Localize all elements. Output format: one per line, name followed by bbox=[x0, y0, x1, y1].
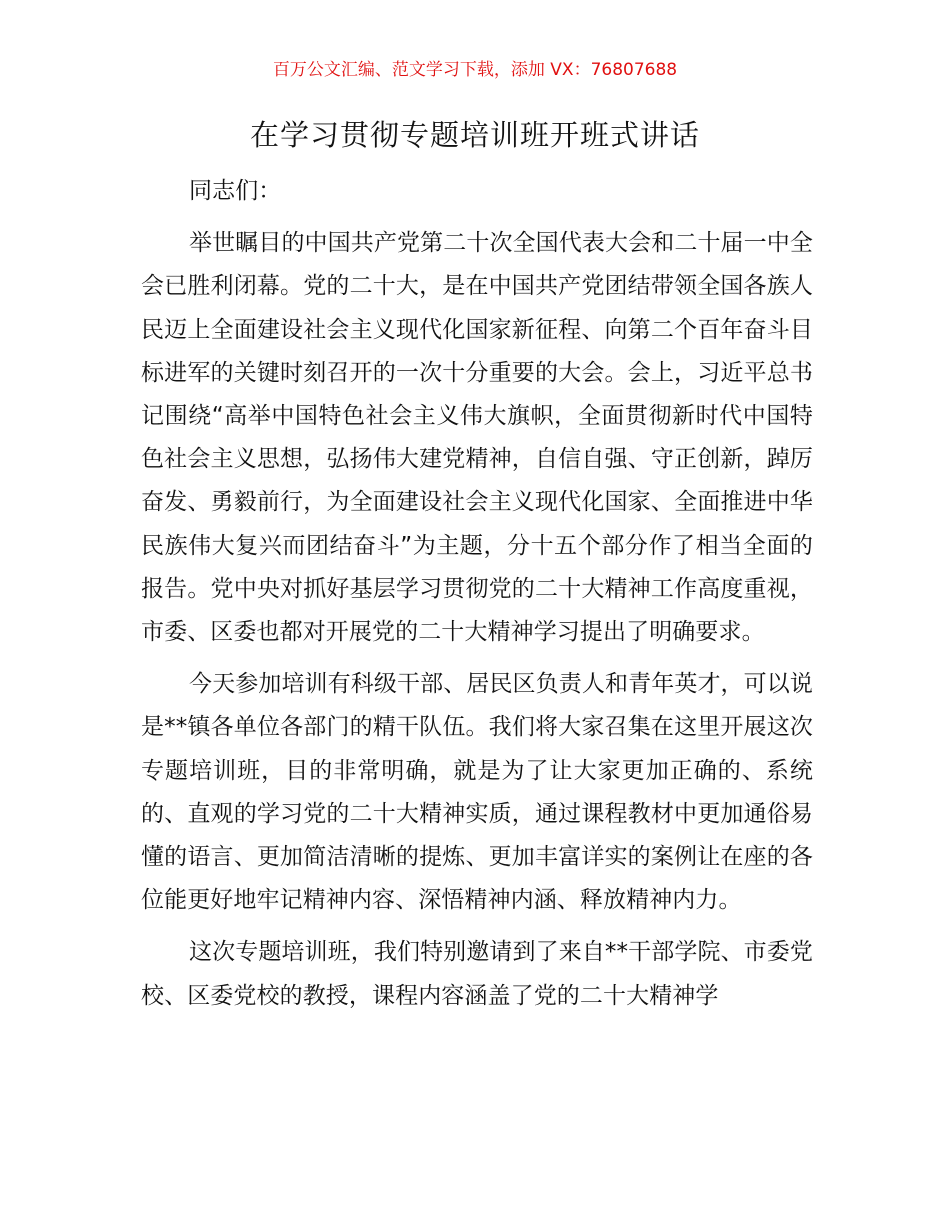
paragraph: 这次专题培训班，我们特别邀请到了来自**干部学院、市委党校、区委党校的教授，课程内容涵盖了党的二十大精神学 bbox=[141, 939, 813, 1009]
paragraph: 今天参加培训有科级干部、居民区负责人和青年英才，可以说是**镇各单位各部门的精干队伍。我们将大家召集在这里开展这次专题培训班，目的非常明确，就是为了让大家更加正确的、系统的、直观的学习党的二十大精神实质，通过课程教材中更加通俗易懂的语言、更加简洁清晰的提炼、更加丰富详实的案例让在座的各位能更好地牢记精神内容、深悟精神内涵、释放精神内力。 bbox=[141, 671, 813, 914]
document-body bbox=[141, 170, 813, 1027]
salutation: 同志们： bbox=[189, 178, 282, 204]
header-promo-note: 百万公文汇编、范文学习下载，添加 VX：76807688 bbox=[272, 60, 678, 80]
document-title: 在学习贯彻专题培训班开班式讲话 bbox=[249, 118, 700, 152]
paragraph: 举世瞩目的中国共产党第二十次全国代表大会和二十届一中全会已胜利闭幕。党的二十大，是在中国共产党团结带领全国各族人民迈上全面建设社会主义现代化国家新征程、向第二个百年奋斗目标进军的关键时刻召开的一次十分重要的大会。会上，习近平总书记围绕“高举中国特色社会主义伟大旗帜，全面贯彻新时代中国特色社会主义思想，弘扬伟大建党精神，自信自强、守正创新，踔厉奋发、勇毅前行，为全面建设社会主义现代化国家、全面推进中华民族伟大复兴而团结奋斗”为主题，分十五个部分作了相当全面的报告。党中央对抓好基层学习贯彻党的二十大精神工作高度重视，市委、区委也都对开展党的二十大精神学习提出了明确要求。 bbox=[141, 230, 813, 646]
